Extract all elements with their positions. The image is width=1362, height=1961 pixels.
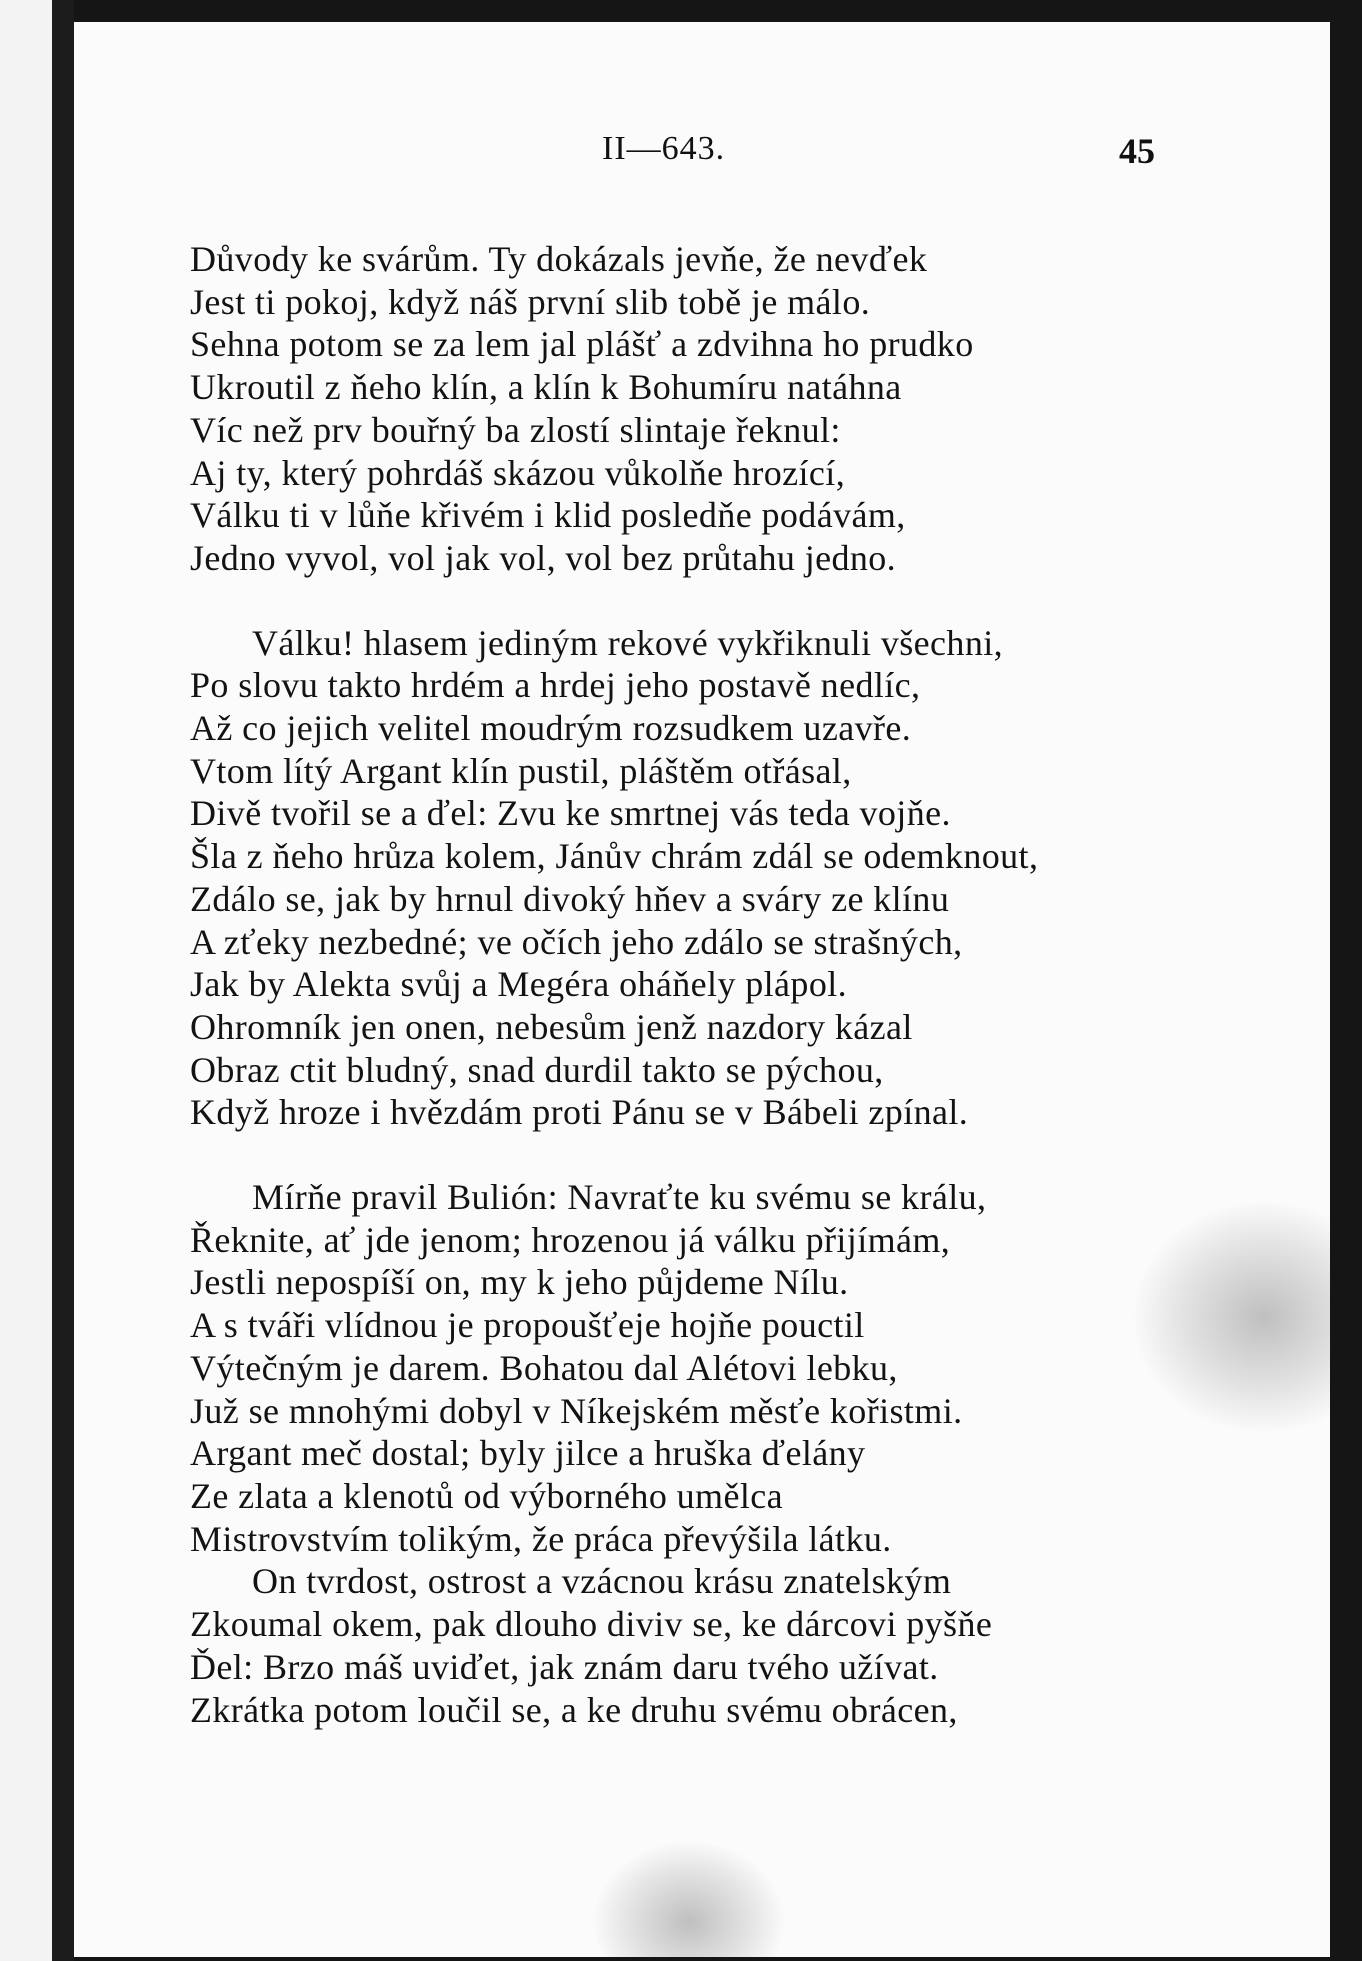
verse-line: Řeknite, ať jde jenom; hrozenou já válku přijímám, [190, 1219, 951, 1260]
verse-line: Zkoumal okem, pak dlouho diviv se, ke dárcovi pyšňe [190, 1604, 993, 1645]
verse-line: Mistrovstvím tolikým, že práca převýšila látku. [190, 1518, 892, 1559]
verse-line: Ze zlata a klenotů od výborného umělca [190, 1475, 783, 1516]
verse-line: Jedno vyvol, vol jak vol, vol bez průtahu jedno. [190, 537, 897, 578]
verse-line: Víc než prv bouřný ba zlostí slintaje řeknul: [190, 409, 841, 450]
adjacent-page-edge [0, 0, 60, 1961]
verse-line: A zťeky nezbedné; ve očích jeho zdálo se strašných, [190, 921, 963, 962]
verse-line: Obraz ctit bludný, snad durdil takto se pýchou, [190, 1049, 884, 1090]
verse-line: Zkrátka potom loučil se, a ke druhu svému obrácen, [190, 1689, 958, 1730]
verse-line: Válku ti v lůňe křivém i klid posledňe podávám, [190, 495, 906, 536]
verse-line: Ohromník jen onen, nebesům jenž nazdory kázal [190, 1006, 913, 1047]
signature-mark: II—643. [602, 130, 726, 167]
stanza [190, 1176, 1270, 1731]
book-gutter [52, 0, 74, 1961]
verse-line: Zdálo se, jak by hrnul divoký hňev a sváry ze klínu [190, 878, 950, 919]
verse-line: Válku! hlasem jediným rekové vykřiknuli všechni, [252, 622, 1004, 663]
verse-line: Jestli nepospíší on, my k jeho půjdeme Nílu. [190, 1262, 849, 1303]
verse-line: Aj ty, který pohrdáš skázou vůkolňe hrozící, [190, 452, 846, 493]
verse-line: Divě tvořil se a ďel: Zvu ke smrtnej vás teda vojňe. [190, 793, 951, 834]
verse-line: Jest ti pokoj, když náš první slib tobě je málo. [190, 281, 871, 322]
page-number: 45 [1119, 131, 1155, 171]
verse-line: A s tváři vlídnou je propoušťeje hojňe pouctil [190, 1305, 865, 1346]
book-page [74, 22, 1330, 1957]
stanza-gap [190, 580, 1270, 622]
stanza [190, 622, 1270, 1134]
verse-line: Důvody ke svárům. Ty dokázals jevňe, že nevďek [190, 239, 928, 279]
page-header [74, 130, 1330, 180]
verse-line: Když hroze i hvězdám proti Pánu se v Bábeli zpínal. [190, 1092, 969, 1133]
stanza-gap [190, 1134, 1270, 1176]
verse-line: Argant meč dostal; byly jilce a hruška ďelány [190, 1433, 866, 1474]
verse-line: Po slovu takto hrdém a hrdej jeho postavě nedlíc, [190, 665, 921, 706]
verse-line: On tvrdost, ostrost a vzácnou krásu znatelským [252, 1561, 952, 1602]
verse-line: Juž se mnohými dobyl v Níkejském měsťe kořistmi. [190, 1390, 963, 1431]
poem-text [190, 238, 1270, 1731]
stanza [190, 238, 1270, 580]
verse-line: Ďel: Brzo máš uviďet, jak znám daru tvého užívat. [190, 1646, 939, 1687]
verse-line: Vtom lítý Argant klín pustil, pláštěm otřásal, [190, 750, 852, 791]
verse-line: Šla z ňeho hrůza kolem, Jánův chrám zdál se odemknout, [190, 836, 1039, 877]
verse-line: Sehna potom se za lem jal plášť a zdvihna ho prudko [190, 324, 974, 365]
verse-line: Výtečným je darem. Bohatou dal Alétovi lebku, [190, 1347, 898, 1388]
paper-stain-bottom [594, 1842, 784, 1957]
verse-line: Mírňe pravil Bulión: Navraťte ku svému se králu, [252, 1177, 987, 1218]
verse-line: Až co jejich velitel moudrým rozsudkem uzavře. [190, 708, 912, 749]
verse-line: Jak by Alekta svůj a Megéra oháňely plápol. [190, 964, 848, 1005]
verse-line: Ukroutil z ňeho klín, a klín k Bohumíru natáhna [190, 367, 902, 408]
